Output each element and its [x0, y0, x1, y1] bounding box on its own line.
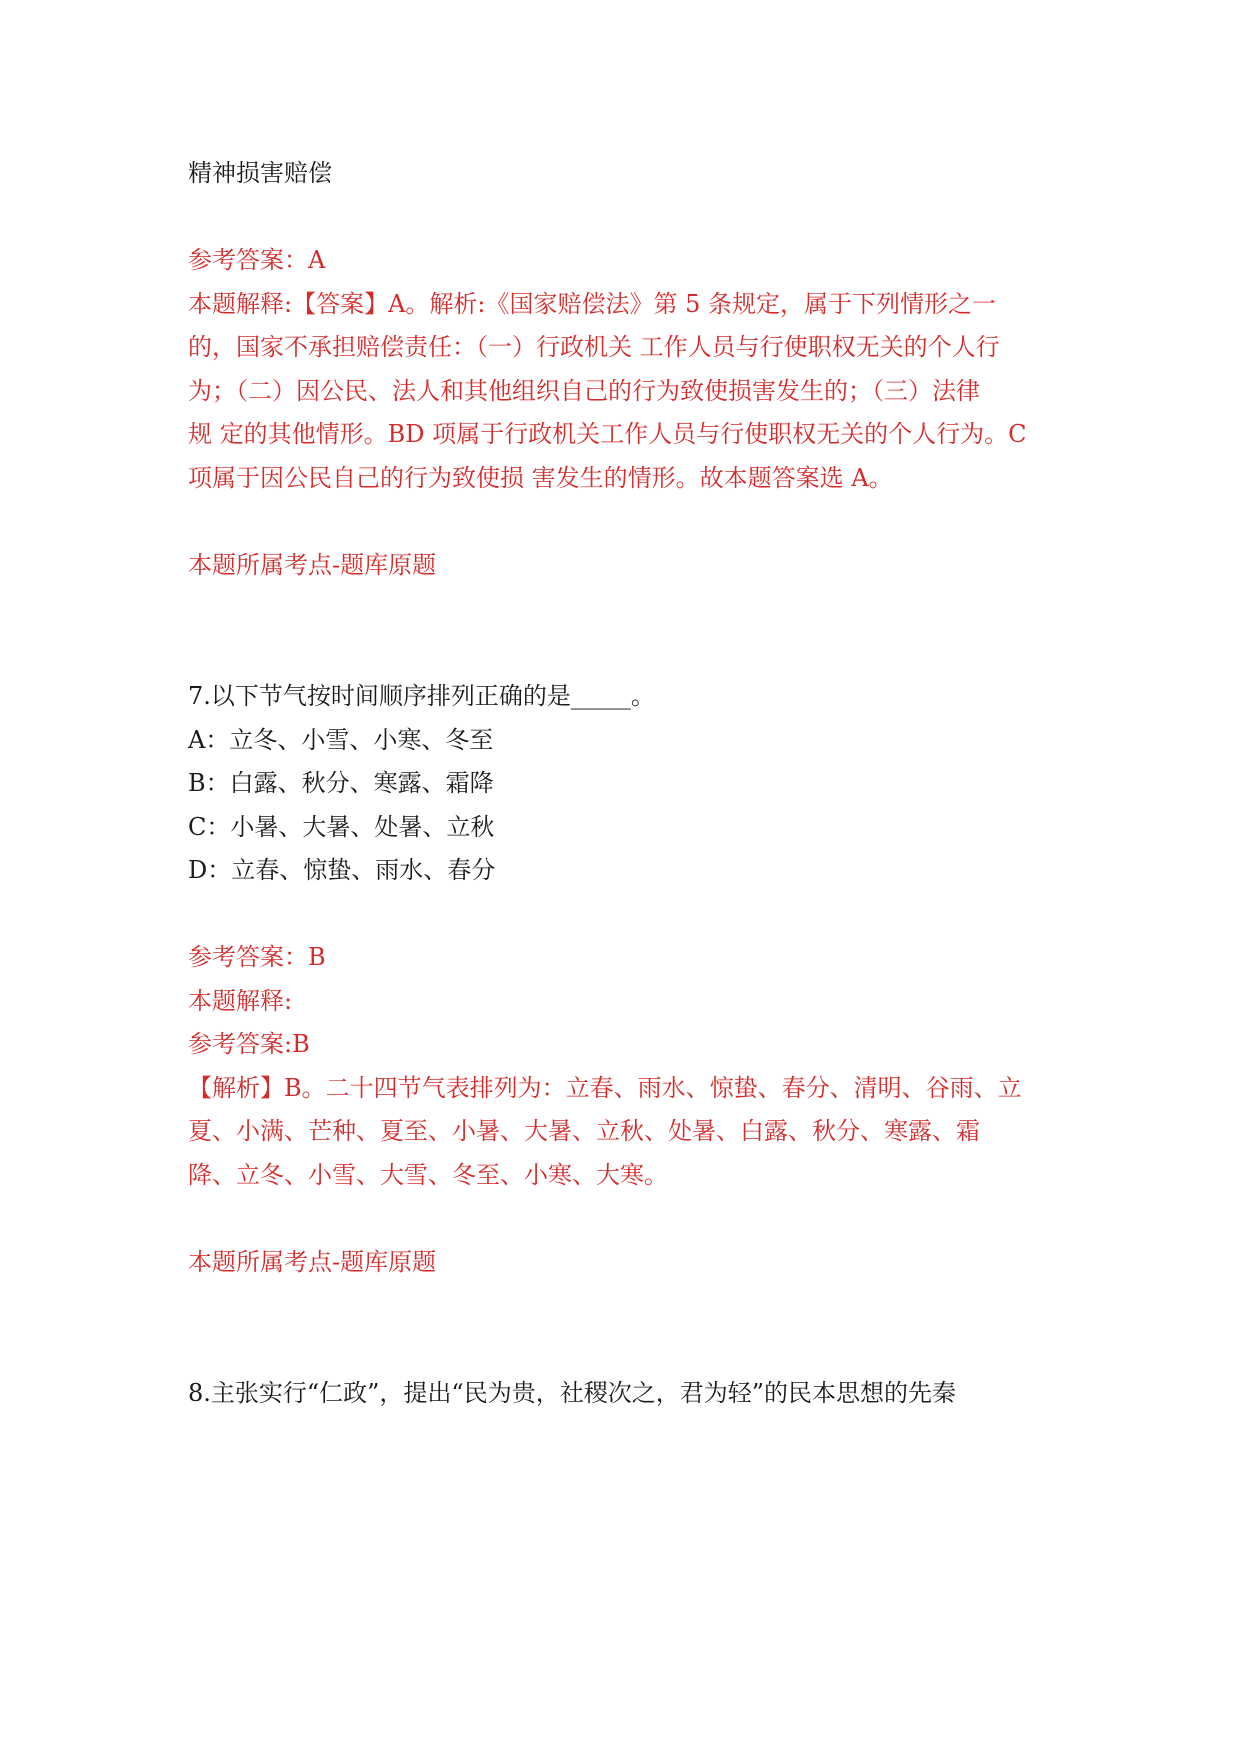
- reference-answer: 参考答案：A: [188, 246, 326, 274]
- explanation-line: 规 定的其他情形。BD 项属于行政机关工作人员与行使职权无关的个人行为。C: [188, 420, 1027, 448]
- option-text: 精神损害赔偿: [188, 159, 332, 187]
- reference-answer-repeat: 参考答案:B: [188, 1030, 310, 1058]
- option-d: D：立春、惊蛰、雨水、春分: [188, 856, 496, 884]
- explanation-line: 【解析】B。二十四节气表排列为：立春、雨水、惊蛰、春分、清明、谷雨、立: [188, 1074, 1022, 1102]
- reference-answer: 参考答案：B: [188, 943, 326, 971]
- option-a: A：立冬、小雪、小寒、冬至: [188, 726, 494, 754]
- explanation-line: 为；（二）因公民、法人和其他组织自己的行为致使损害发生的；（三）法律: [188, 377, 980, 405]
- question-text: 8.主张实行“仁政”，提出“民为贵，社稷次之，君为轻”的民本思想的先秦: [188, 1379, 956, 1407]
- explanation-line: 项属于因公民自己的行为致使损 害发生的情形。故本题答案选 A。: [188, 464, 893, 492]
- explanation-line: 降、立冬、小雪、大雪、冬至、小寒、大寒。: [188, 1161, 668, 1189]
- option-b: B：白露、秋分、寒露、霜降: [188, 769, 494, 797]
- topic-label: 本题所属考点-题库原题: [188, 551, 437, 579]
- topic-label: 本题所属考点-题库原题: [188, 1248, 437, 1276]
- option-c: C：小暑、大暑、处暑、立秋: [188, 813, 495, 841]
- explanation-line: 的，国家不承担赔偿责任：（一）行政机关 工作人员与行使职权无关的个人行: [188, 333, 1000, 361]
- explanation-label: 本题解释:: [188, 987, 293, 1015]
- question-text: 7.以下节气按时间顺序排列正确的是_____。: [188, 682, 655, 710]
- explanation-line: 夏、小满、芒种、夏至、小暑、大暑、立秋、处暑、白露、秋分、寒露、霜: [188, 1117, 980, 1145]
- explanation-line: 本题解释:【答案】A。解析:《国家赔偿法》第 5 条规定，属于下列情形之一: [188, 290, 997, 318]
